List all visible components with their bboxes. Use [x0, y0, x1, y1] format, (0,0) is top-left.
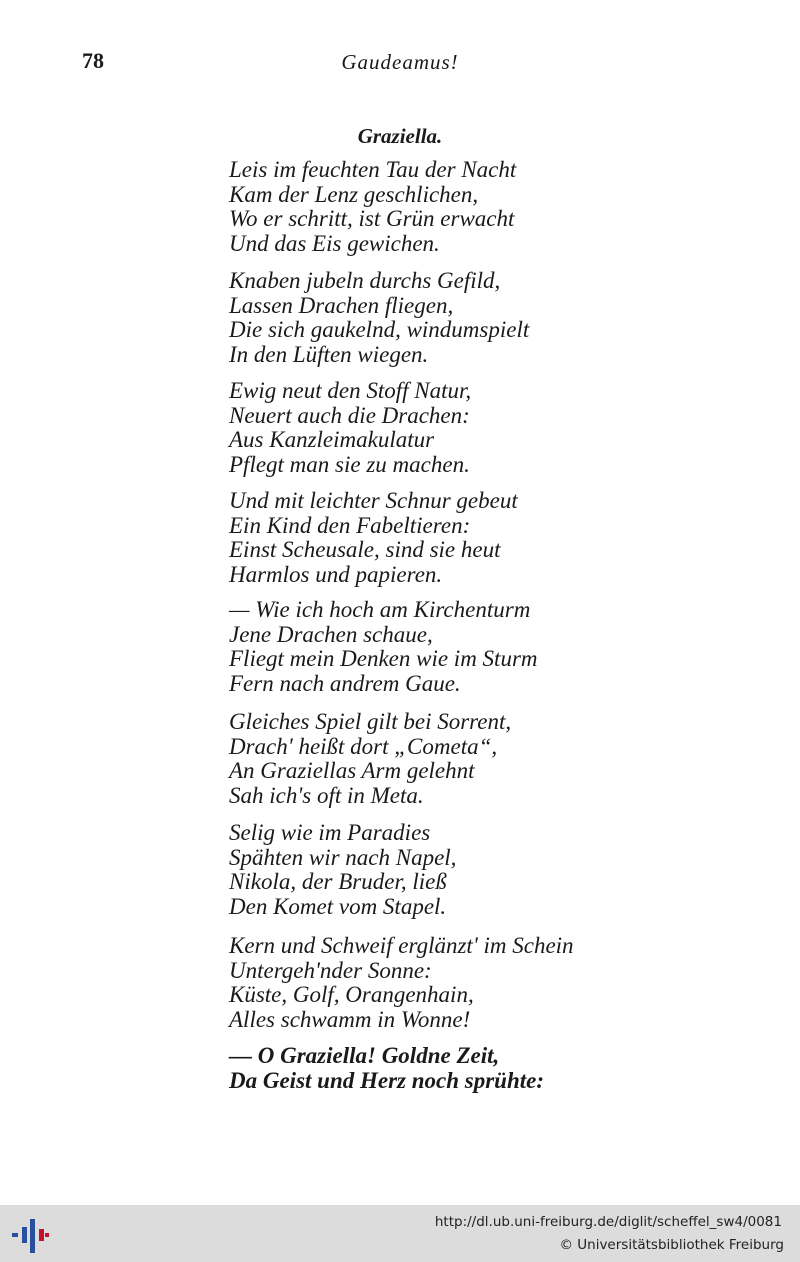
- running-head: Gaudeamus!: [341, 50, 459, 74]
- viewer-footer: [0, 1205, 800, 1262]
- poem-line: Den Komet vom Stapel.: [229, 893, 447, 919]
- stanza: [229, 269, 529, 367]
- poem-line: Kam der Lenz geschlichen,: [229, 181, 479, 207]
- stanza: [229, 1044, 544, 1093]
- poem-line: Aus Kanzleimakulatur: [229, 427, 435, 453]
- poem-line: Nikola, der Bruder, ließ: [229, 869, 447, 895]
- poem-line: Fern nach andrem Gaue.: [229, 670, 461, 696]
- poem-line: Einst Scheusale, sind sie heut: [229, 537, 501, 563]
- poem-line: Jene Drachen schaue,: [229, 621, 433, 647]
- poem-line: Untergeh'nder Sonne:: [229, 957, 432, 983]
- library-logo-icon: [10, 1215, 50, 1255]
- stanza: [229, 710, 511, 808]
- stanza: [229, 598, 538, 696]
- poem-line: Harmlos und papieren.: [229, 561, 443, 587]
- poem-line: — Wie ich hoch am Kirchenturm: [229, 597, 531, 622]
- poem-line: Gleiches Spiel gilt bei Sorrent,: [229, 709, 512, 734]
- stanza: [229, 934, 574, 1032]
- poem-line: Küste, Golf, Orangenhain,: [229, 982, 474, 1008]
- stanza: [229, 821, 456, 919]
- poem-line: Leis im feuchten Tau der Nacht: [229, 157, 517, 182]
- poem-line: Ein Kind den Fabeltieren:: [229, 512, 471, 538]
- poem-line: — O Graziella! Goldne Zeit,: [229, 1043, 500, 1068]
- page-number: 78: [82, 48, 104, 73]
- poem-line: In den Lüften wiegen.: [229, 341, 429, 367]
- poem-line: An Graziellas Arm gelehnt: [229, 758, 475, 784]
- poem-line: Selig wie im Paradies: [229, 820, 431, 845]
- poem-line: Sah ich's oft in Meta.: [229, 782, 424, 808]
- poem-line: Fliegt mein Denken wie im Sturm: [229, 646, 538, 672]
- poem-line: Da Geist und Herz noch sprühte:: [229, 1067, 545, 1093]
- poem-line: Spähten wir nach Napel,: [229, 844, 457, 870]
- poem-line: Pflegt man sie zu machen.: [229, 451, 470, 477]
- poem-line: Und das Eis gewichen.: [229, 230, 440, 256]
- copyright-notice: © Universitätsbibliothek Freiburg: [559, 1237, 784, 1253]
- stanza: [229, 489, 518, 587]
- stanza: [229, 379, 471, 477]
- poem-line: Lassen Drachen fliegen,: [229, 292, 454, 318]
- poem-line: Drach' heißt dort „Cometa“,: [229, 733, 498, 759]
- poem-line: Knaben jubeln durchs Gefild,: [229, 268, 501, 293]
- poem-line: Neuert auch die Drachen:: [229, 402, 470, 428]
- poem-line: Kern und Schweif erglänzt' im Schein: [229, 933, 574, 958]
- poem-title: Graziella.: [357, 124, 443, 148]
- poem-line: Wo er schritt, ist Grün erwacht: [229, 206, 515, 232]
- stanza: [229, 158, 516, 256]
- poem-line: Die sich gaukelnd, windumspielt: [229, 317, 530, 343]
- poem-line: Ewig neut den Stoff Natur,: [229, 378, 472, 403]
- poem-line: Und mit leichter Schnur gebeut: [229, 488, 518, 513]
- permalink-url[interactable]: http://dl.ub.uni-freiburg.de/diglit/scheffel_sw4/0081: [434, 1214, 782, 1230]
- poem-line: Alles schwamm in Wonne!: [229, 1006, 471, 1032]
